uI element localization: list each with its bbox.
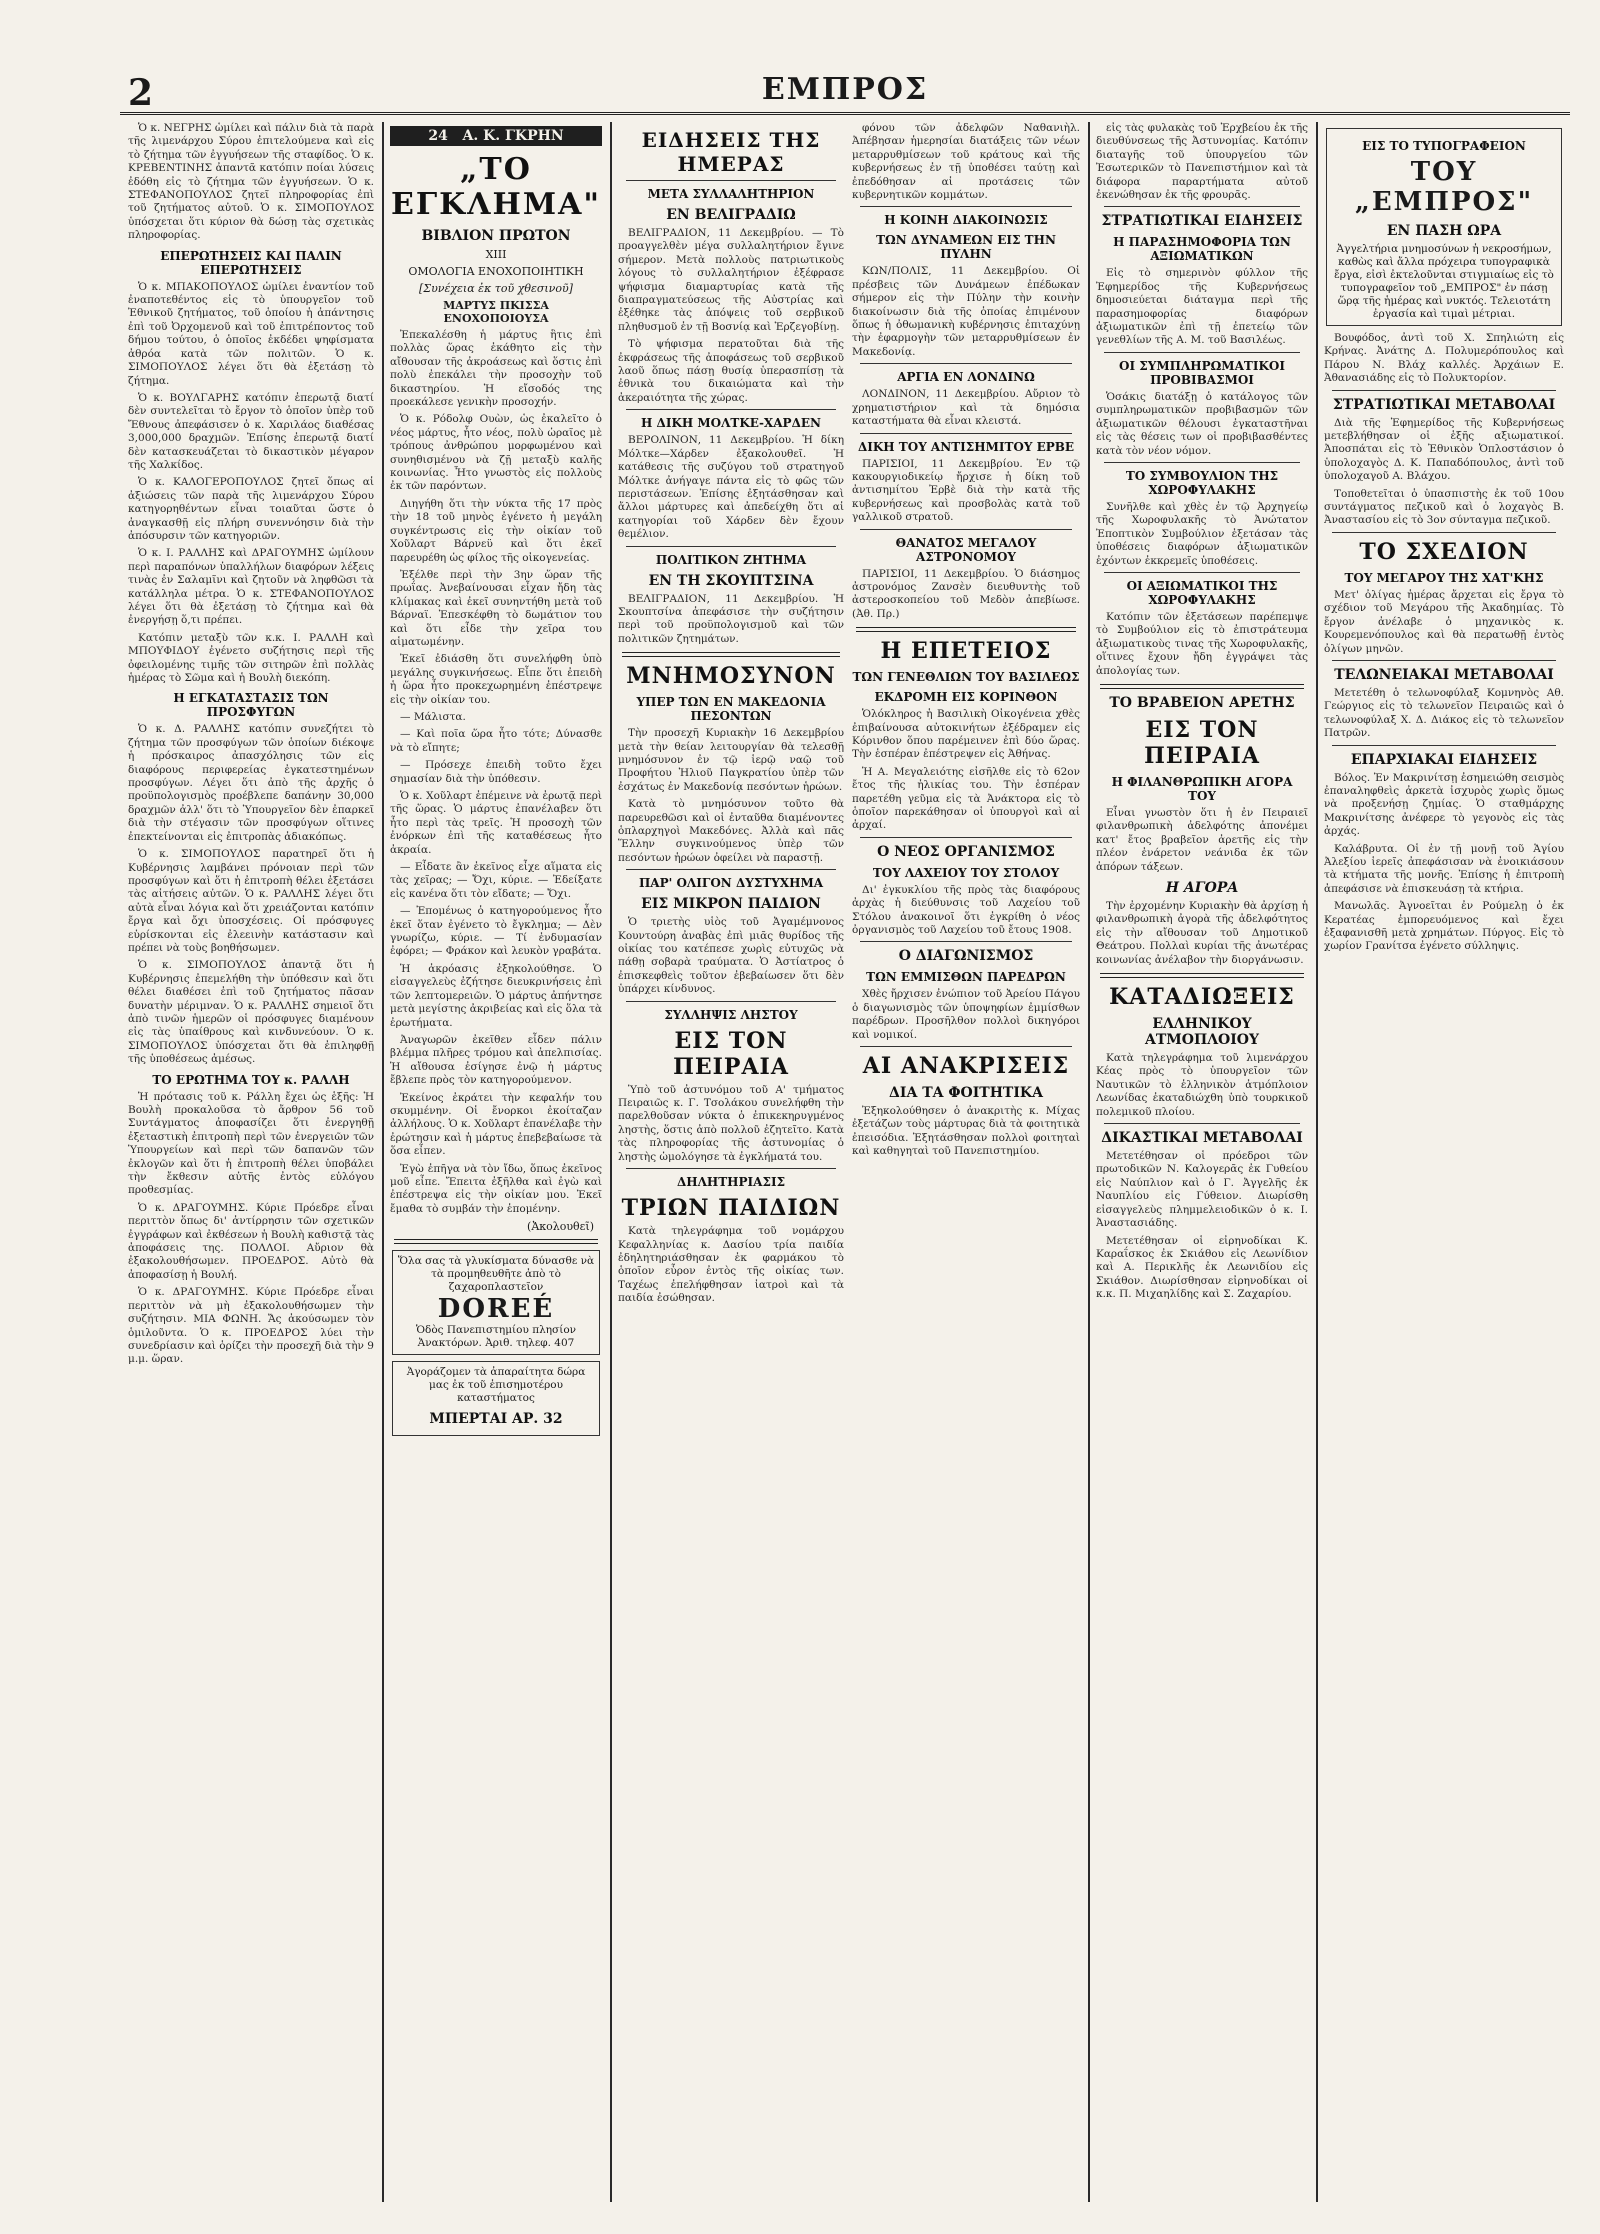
article-text: φόνου τῶν ἀδελφῶν Ναθανιὴλ. Ἀπέβησαν ἡμερησίαι διατάξεις τῶν νέων μεταρρυθμίσεων τοῦ κράτους καὶ τῆς κυβερνήσεως ἐν τῇ ὑποθέσει ταύτῃ καὶ ἐπεδόθησαν αἱ προτάσεις τῶν κυβερνητικῶν κομμάτων. [852,122,1080,202]
section-heading: ΠΟΛΙΤΙΚΟΝ ΖΗΤΗΜΑ [655,552,807,567]
divider [1104,206,1300,207]
section-heading: Η ΕΓΚΑΤΑΣΤΑΣΙΣ ΤΩΝ ΠΡΟΣΦΥΓΩΝ [173,691,329,720]
article-text: Κατόπιν τῶν ἐξετάσεων παρέπεμψε τὸ Συμβούλιον εἰς τὸ ἐπιστράτευμα ἀξιωματικοὺς τινας τῆς Χωροφυλακῆς, οἵτινες ἔχουν ἤδη ἐγγράψει τὰς ἀπολογίας των. [1096,610,1308,677]
article-text: Μετετέθη ὁ τελωνοφύλαξ Κομνηνὸς Αθ. Γεώργιος εἰς τὸ τελωνεῖον Πειραιῶς καὶ ὁ τελωνοφύλαξ Χ. Δ. Διάκος εἰς τὸ τελωνεῖον Πατρῶν. [1324,686,1564,740]
section-heading: ΔΗΛΗΤΗΡΙΑΣΙΣ [676,1175,786,1190]
feuilleton-chapter-title: ΟΜΟΛΟΓΙΑ ΕΝΟΧΟΠΟΙΗΤΙΚΗ [408,265,584,278]
column-news-right [852,122,1080,2202]
section-heading: ΜΝΗΜΟΣΥΝΟΝ [626,663,836,690]
divider [1104,352,1300,353]
column-parliament [128,122,374,2202]
section-heading: ΑΡΓΙΑ ΕΝ ΛΟΝΔΙΝΩ [897,370,1035,385]
article-text: Συνῆλθε καὶ χθὲς ἐν τῷ Ἀρχηγείῳ τῆς Χωροφυλακῆς τὸ Ἀνώτατον Ἐποπτικὸν Συμβούλιον ἐξετάσαν τὰς ὑποθέσεις διαφόρων ἀξιωματικῶν ἐχόντων ἐκκρεμεῖς ὑποθέσεις. [1096,500,1308,567]
section-heading: ΤΟΥ ΜΕΓΑΡΟΥ ΤΗΣ ΧΑΤ'ΚΗΣ [1344,570,1544,585]
column-rule [1316,122,1318,2202]
article-text: Ὁ κ. Ι. ΡΑΛΛΗΣ καὶ ΔΡΑΓΟΥΜΗΣ ὡμίλουν περὶ παραπόνων ὑπαλλήλων διαφόρων λέξεις τινὰς ἐν Σαλαμῖνι καὶ ζητοῦν νὰ ληφθῶσι τὰ κατάλληλα μέτρα. Ὁ κ. ΣΤΕΦΑΝΟΠΟΥΛΟΣ λέγει ὅτι θὰ ἐξετάσῃ τὸ ζήτημα καὶ θὰ ἐνεργήσῃ ὅ,τι πρέπει. [128,547,374,627]
news-headline: ΕΙΔΗΣΕΙΣ ΤΗΣ ΗΜΕΡΑΣ [641,128,821,176]
dialogue-line: — Πρόσεχε ἐπειδὴ τοῦτο ἔχει σημασίαν διὰ τὴν ὑπόθεσιν. [390,759,602,785]
masthead [120,70,1570,115]
ad-text: Ἀγγελτήρια μνημοσύνων ἡ νεκροσήμων, καθὼς καὶ ἄλλα πρόχειρα τυπογραφικὰ ἔργα, εἰσὶ ἐκτελοῦνται στιγμιαίως εἰς τὸ τυπογραφεῖον τοῦ „ΕΜΠΡΟΣ" ἐν πάσῃ ὥρᾳ τῆς ἡμέρας καὶ νυκτός. Τελειοτάτη ἐργασία καὶ τιμαὶ μέτριαι. [1334,243,1554,320]
ad-text: Ὅλα σας τὰ γλυκίσματα δύνασθε νὰ τὰ προμηθευθῆτε ἀπὸ τὸ ζαχαροπλαστεῖον [397,1255,595,1294]
article-text: ΒΕΡΟΛΙΝΟΝ, 11 Δεκεμβρίου. Ἡ δίκη Μόλτκε—Χάρδεν ἐξακολουθεῖ. Ἡ κατάθεσις τῆς συζύγου τοῦ στρατηγοῦ Μόλτκε ἀνήγαγε πάντα εἰς τὸ φῶς τῶν περιστάσεων. Ἐπίσης ἐξητάσθησαν καὶ ἄλλοι μάρτυρες καὶ ἀπεδείχθη ὅτι αἱ κατηγορίαι τοῦ Χάρδεν δὲν ἔχουν θεμέλιον. [618,434,844,541]
divider [1332,390,1556,391]
article-text: Κατὰ τηλεγράφημα τοῦ λιμενάρχου Κέας πρὸς τὸ ὑπουργεῖον τῶν Ναυτικῶν τὸ ἑλληνικὸν ἀτμόπλοιον Λεωνίδας ἐκαταδιώχθη ὑπὸ τουρκικοῦ πολεμικοῦ πλοίου. [1096,1052,1308,1118]
section-heading: ΤΕΛΩΝΕΙΑΚΑΙ ΜΕΤΑΒΟΛΑΙ [1334,666,1554,683]
divider [626,1168,836,1169]
ad-heading: ΕΙΣ ΤΟ ΤΥΠΟΓΡΑΦΕΙΟΝ [1362,139,1526,153]
ad-title: DOREÉ [437,1294,555,1325]
section-heading: ΔΙΚΑΣΤΙΚΑΙ ΜΕΤΑΒΟΛΑΙ [1101,1130,1303,1147]
divider [860,363,1072,364]
article-text: Ἐπεκαλέσθη ἡ μάρτυς ἣτις ἐπὶ πολλὰς ὥρας ἐκάθητο εἰς τὴν αἴθουσαν τῆς ἀκροάσεως καὶ ὅστις ἐπὶ πολὺ ἐπεκάλει τὴν προσοχὴν τοῦ δικαστηρίου. Ἡ εἴσοδός της προεκάλεσε γενικὴν προσοχήν. [390,329,602,409]
article-text: Χθὲς ἤρχισεν ἐνώπιον τοῦ Ἀρείου Πάγου ὁ διαγωνισμὸς τῶν ὑποψηφίων ἐμμίσθων παρέδρων. Προσῆλθον πολλοὶ δικηγόροι καὶ νομικοί. [852,988,1080,1041]
feuilleton-chapter: XIII [485,248,507,261]
section-heading: ΕΙΣ ΤΟΝ ΠΕΙΡΑΙΑ [1144,716,1260,769]
divider [1332,745,1556,746]
section-heading: ΕΠΑΡΧΙΑΚΑΙ ΕΙΔΗΣΕΙΣ [1350,751,1538,768]
divider [860,1046,1072,1047]
section-heading: ΟΙ ΑΞΙΩΜΑΤΙΚΟΙ ΤΗΣ ΧΩΡΟΦΥΛΑΚΗΣ [1126,578,1278,607]
article-text: Τὴν ἐρχομένην Κυριακὴν θὰ ἀρχίσῃ ἡ φιλανθρωπικὴ ἀγορὰ τῆς ἀδελφότητος εἰς τὴν αἴθουσαν τοῦ Δημοτικοῦ Θεάτρου. Πολλαὶ κυρίαι τῆς ἀνωτέρας κοινωνίας ἀνέλαβον τὴν διοργάνωσιν. [1096,900,1308,966]
page-number: 2 [128,72,154,114]
column-military [1096,122,1308,2202]
divider [626,409,836,410]
divider [860,837,1072,838]
section-heading: ΣΤΡΑΤΙΩΤΙΚΑΙ ΕΙΔΗΣΕΙΣ [1101,213,1303,230]
article-text: Ὁ κ. ΜΠΑΚΟΠΟΥΛΟΣ ὡμίλει ἐναντίον τοῦ ἐναποτεθέντος εἰς τὸ ὑπουργεῖον τοῦ Ἐθνικοῦ ζητήματος, τοῦ ὁποίου ἡ ἀπάντησις ἐπὶ τοῦ Ὀρχομενοῦ καὶ τοῦ ἐπιτρέποντος τοῦ δήμου τούτου, ὁ ὁποῖος ἐκδέδει ψηφίσματα ἀθρόα κατὰ τῶν πολιτῶν. Ὁ κ. ΣΙΜΟΠΟΥΛΟΣ λέγει ὅτι θὰ ἐξετάσῃ τὸ ζήτημα. [128,280,374,387]
article-text: Ὁ κ. Ρόδολφ Ουὼν, ὡς ἐκαλεῖτο ὁ νέος μάρτυς, ἦτο νέος, πολὺ ὡραῖος μὲ τρόπους ἀνθρώπου μορφωμένου καὶ συνηθισμένου νὰ ζῇ μεταξὺ καλῆς κοινωνίας. Ἦτο γνωστὸς εἰς πολλοὺς ἐκ τῶν παρόντων. [390,413,602,493]
section-heading: ΑΙ ΑΝΑΚΡΙΣΕΙΣ [862,1053,1070,1080]
section-heading: ΤΩΝ ΕΜΜΙΣΘΩΝ ΠΑΡΕΔΡΩΝ [866,970,1066,985]
ad-address: Ὁδὸς Πανεπιστημίου πλησίον Ἀνακτόρων. Ἀριθ. τηλεφ. 407 [415,1324,577,1350]
column-feuilleton [390,122,602,2202]
section-heading: ΕΙΣ ΜΙΚΡΟΝ ΠΑΙΔΙΟΝ [641,896,821,913]
article-text: Κατόπιν μεταξὺ τῶν κ.κ. Ι. ΡΑΛΛΗ καὶ ΜΠΟΥΦΙΔΟΥ ἐγένετο συζήτησις περὶ τῆς ὀφειλομένης τιμῆς τῶν σιτηρῶν ἐπὶ πολλὰς ἡμέρας τὸ Σῶμα καὶ ἡ Βουλὴ διεκόπη. [128,631,374,685]
column-rule [382,122,384,2202]
article-text: — Εἶδατε ἂν ἐκεῖνος εἶχε αἵματα εἰς τὰς χεῖρας; — Ὄχι, κύριε. — Ἐδείξατε εἰς κανένα ὅτι τὸν εἴδατε; — Ὄχι. [390,861,602,900]
advertisement-gifts [392,1361,600,1436]
article-text: Βόλος. Ἐν Μακρινίτσῃ ἐσημειώθη σεισμὸς ἐπαναληφθεὶς ἀρκετὰ ἰσχυρὸς χωρὶς ὅμως νὰ προξενήσῃ ζημίας. Ὁ σταθμάρχης Μακρινίτσης ἀνέφερε τὸ γεγονὸς εἰς τὰς ἀρχάς. [1324,771,1564,838]
article-text: Ἡ πρότασις τοῦ κ. Ράλλη ἔχει ὡς ἑξῆς: Ἡ Βουλὴ προκαλοῦσα τὸ ἄρθρον 56 τοῦ Συντάγματος ἀποφασίζει ὅτι ἐνεργηθῇ ἐξεταστικὴ ἐπιτροπὴ περὶ τῶν ἐνεργειῶν τῶν Ὑπουργείων καὶ περὶ τῶν δαπανῶν τῶν ἐκλογῶν καὶ ὅτι ἡ ἐπιτροπὴ θέλει ὑποβάλει τὴν ἔκθεσιν αὐτῆς ἐντὸς εὐλόγου προθεσμίας. [128,1090,374,1197]
feuilleton-number: 24 [428,128,448,144]
article-text: ΠΑΡΙΣΙΟΙ, 11 Δεκεμβρίου. Ἐν τῷ κακουργιοδικείῳ ἤρχισε ἡ δίκη τοῦ ἀντισημίτου Ἐρβὲ διὰ τὴν κατὰ τῆς κυβερνήσεως καὶ προσβολὰς κατὰ τοῦ γαλλικοῦ στρατοῦ. [852,457,1080,524]
article-text: Ὁ κ. Δ. ΡΑΛΛΗΣ κατόπιν συνεζήτει τὸ ζήτημα τῶν προσφύγων τῶν ὁποίων διέκοψε ἡ πρόσκαιρος ἀπασχόλησις τῶν εἰς διαφόρους περιφερείας ἐγκατεστημένων προσφύγων. Λέγει ὅτι ἀπὸ τῆς ἀρχῆς ὁ προϋπολογισμὸς προέβλεπε δαπάνην 30,000 δραχμῶν ἀλλ' ὅτι τὸ Ὑπουργεῖον δὲν ἐπαρκεῖ διὰ τὴν στέγασιν τῶν προσφύγων οἵτινες ἐπεκτείνονται εἰς ἐπιτροπὰς ἀδιακόπως. [128,723,374,843]
section-heading: ΥΠΕΡ ΤΩΝ ΕΝ ΜΑΚΕΔΟΝΙΑ ΠΕΣΟΝΤΩΝ [636,695,826,724]
ad-title: ΜΠΕΡΤΑΙ ΑΡ. 32 [429,1411,563,1428]
column-news-left [618,122,844,2202]
divider [1104,462,1300,463]
section-heading: ΜΕΤΑ ΣΥΛΛΑΛΗΤΗΡΙΟΝ [647,187,815,201]
divider [1104,1123,1300,1124]
column-announcements [1324,122,1564,2202]
article-text: Τοποθετεῖται ὁ ὑπασπιστὴς ἐκ τοῦ 10ου συντάγματος πεζικοῦ καὶ ὁ λοχαγὸς Β. Ἀναστασίου εἰς τὸ 3ον σύνταγμα πεζικοῦ. [1324,487,1564,527]
article-text: Εἶναι γνωστὸν ὅτι ἡ ἐν Πειραιεῖ φιλανθρωπικὴ ἀδελφότης ἀπονέμει κατ' ἔτος βραβεῖον ἀρετῆς εἰς τὴν πλέον ἐνάρετον νεάνιδα ἐκ τῶν ἀπόρων τάξεων. [1096,806,1308,873]
article-text: Μανωλᾶς. Ἀγνοεῖται ἐν Ρούμελῃ ὁ ἐκ Κερατέας ἐμπορευόμενος καὶ ἔχει ἐξαφανισθῆ μετὰ χρημάτων. Πύργος. Εἰς τὸ χωρίον Γρανίτσα ἐγένετο σύλληψις. [1324,900,1564,953]
divider [626,546,836,547]
article-text: Βουφόδος, ἀντὶ τοῦ Χ. Σπηλιώτη εἰς Κρήνας. Ἀνάτης Δ. Πολυμερόπουλος καὶ Πάρου Ν. Βλάχ καλλές. Ἀρχάιων Ε. Ἀθανασιάδης εἰς τὸ Πολυκτορίον. [1324,332,1564,385]
feuilleton-continued: [Συνέχεια ἐκ τοῦ χθεσινοῦ] [419,282,573,295]
article-text: εἰς τὰς φυλακὰς τοῦ Ἐρχβείου ἐκ τῆς διευθύνσεως τῆς Ἀστυνομίας. Κατόπιν διαταγῆς τοῦ ὑπουργείου τῶν Ἐσωτερικῶν τὸ Πανεπιστήμιον καὶ τὰ διάφορα παραρτήματα αὐτοῦ ἐκενώθησαν ἐκ τῆς φρουρᾶς. [1096,122,1308,202]
section-heading: ΕΠΕΡΩΤΗΣΕΙΣ ΚΑΙ ΠΑΛΙΝ ΕΠΕΡΩΤΗΣΕΙΣ [160,248,342,277]
article-text: Διηγήθη ὅτι τὴν νύκτα τῆς 17 πρὸς τὴν 18 τοῦ μηνὸς ἐγένετο ἡ μεγάλη συγκέντρωσις εἰς τὴν οἰκίαν τοῦ Χοῦλαρτ Βάρνεϋ καὶ ὅτι ἐκεῖ παρευρέθη ὡς φίλος τῆς οἰκογενείας. [390,497,602,564]
continued-note: (Ἀκολουθεῖ) [527,1220,594,1234]
article-text: Ὁλόκληρος ἡ Βασιλικὴ Οἰκογένεια χθὲς ἐπιβαίνουσα αὐτοκινήτων ἐξέδραμεν εἰς Κόρινθον ὅπου παρέμεινεν ἐπὶ δύο ὥρας. Τὴν ἑσπέραν ἐπέστρεψεν εἰς Ἀθήνας. [852,708,1080,761]
article-text: Ἐκεῖ ἐδιάσθη ὅτι συνελήφθη ὑπὸ μεγάλης συγκινήσεως. Εἶπε ὅτι ἐπειδὴ ἡ ὥρα ἦτο προκεχωρημένη ἐπέστρεψε εἰς τὴν οἰκίαν του. [390,653,602,706]
section-heading: ΤΡΙΩΝ ΠΑΙΔΙΩΝ [621,1195,841,1222]
article-text: Ὁ κ. ΣΙΜΟΠΟΥΛΟΣ παρατηρεῖ ὅτι ἡ Κυβέρνησις λαμβάνει πρόνοιαν περὶ τῶν προσφύγων καὶ ὅτι ἡ ἐπιτροπὴ θέλει ἐξετάσει τὰς αἰτήσεις αὐτῶν. Ὁ κ. ΡΑΛΛΗΣ λέγει ὅτι αὐτὰ εἶναι λόγια καὶ ὅτι χρειάζονται κατόπιν ἔργα καὶ ὄχι ὑποσχέσεις. Οἱ πρόσφυγες εὑρίσκονται εἰς ἐλεεινὴν κατάστασιν καὶ πρέπει νὰ τοὺς βοηθήσωμεν. [128,848,374,954]
advertisement-printing-office [1326,128,1562,326]
section-heading: Η ΑΓΟΡΑ [1165,880,1239,896]
section-heading: ΤΟ ΣΥΜΒΟΥΛΙΟΝ ΤΗΣ ΧΩΡΟΦΥΛΑΚΗΣ [1125,468,1279,497]
section-heading: ΘΑΝΑΤΟΣ ΜΕΓΑΛΟΥ ΑΣΤΡΟΝΟΜΟΥ [895,535,1037,564]
article-text: Διὰ τῆς Ἐφημερίδος τῆς Κυβερνήσεως μετεβλήθησαν οἱ ἑξῆς αξιωματικοί. Ἀποσπάται εἰς τὸ Ἐθνικὸν Ὁπλοστάσιον ὁ ὑπολοχαγὸς Δ. Κ. Παπαδόπουλος, ἀντὶ τοῦ ὑπολοχαγοῦ Α. Βλάχου. [1324,416,1564,483]
article-text: Ἐξηκολούθησεν ὁ ἀνακριτὴς κ. Μίχας ἐξετάζων τοὺς μάρτυρας διὰ τὰ φοιτητικὰ ἐπεισόδια. Ἐξητάσθησαν πολλοὶ φοιτηταὶ καὶ καθηγηταὶ τοῦ Πανεπιστημίου. [852,1105,1080,1158]
article-text: — Ἐπομένως ὁ κατηγορούμενος ἦτο ἐκεῖ ὅταν ἐγένετο τὸ ἔγκλημα; — Δὲν γνωρίζω, κύριε. — Τί ἐνδυμασίαν ἐφόρει; — Φράκον καὶ λευκὸν γραβάτα. [390,905,602,958]
article-text: ΛΟΝΔΙΝΟΝ, 11 Δεκεμβρίου. Αὔριον τὸ χρηματιστήριον καὶ τὰ δημόσια καταστήματα θὰ εἶναι κλειστά. [852,388,1080,428]
ad-heading: ΕΝ ΠΑΣΗ ΩΡΑ [1386,223,1502,239]
article-text: Ἐξέλθε περὶ τὴν 3ην ὥραν τῆς πρωΐας. Ἀνεβαίνουσαι εἶχαν ἤδη τὰς κλίμακας καὶ ἐκεῖ συνηντήθη μετὰ τοῦ Βάρναϊ. Ἐπεσκέφθη τὸ δωμάτιον του καὶ ὅτι εἶδε τὴν χεῖρα του αἱματωμένην. [390,568,602,648]
article-text: Μετετέθησαν οἱ εἰρηνοδίκαι Κ. Καραΐσκος ἐκ Σκιάθου εἰς Λεωνίδιον καὶ Α. Περικλῆς ἐκ Λεωνιδίου εἰς Σκιάθον. Διωρίσθησαν εἰρηνοδίκαι οἱ κ.κ. Π. Μιχαηλίδης καὶ Σ. Ζαχαρίου. [1096,1234,1308,1301]
section-heading: Η ΠΑΡΑΣΗΜΟΦΟΡΙΑ ΤΩΝ ΑΞΙΩΜΑΤΙΚΩΝ [1113,235,1291,264]
feuilleton-title: „ΤΟ ΕΓΚΛΗΜΑ" [391,152,601,222]
article-text: Τὴν προσεχῆ Κυριακὴν 16 Δεκεμβρίου μετὰ τὴν θείαν λειτουργίαν θὰ τελεσθῇ μνημόσυνον ἐν τῷ ἱερῷ ναῷ τοῦ Προφήτου Ἠλιοῦ Παγκρατίου ὑπὲρ τῶν ἐσχάτως ἐν Μακεδονίᾳ πεσόντων ἡρώων. [618,727,844,793]
section-heading: ΕΝ ΒΕΛΙΓΡΑΔΙΩ [666,207,796,223]
dialogue-line: — Μάλιστα. [400,710,466,723]
article-text: Τὸ ψήφισμα περατοῦται διὰ τῆς ἐκφράσεως τῆς ἀποφάσεως τοῦ σερβικοῦ λαοῦ ὅπως πάσῃ θυσίᾳ ὑπερασπίσῃ τὰ ἐθνικὰ του δικαιώματα καὶ τὴν ἀκεραιότητα τῆς χώρας. [618,338,844,404]
article-text: ΠΑΡΙΣΙΟΙ, 11 Δεκεμβρίου. Ὁ διάσημος ἀστρονόμος Ζανσὲν διευθυντὴς τοῦ ἀστεροσκοπείου τοῦ Μεδὸν ἀπεβίωσε. (Ἀθ. Πρ.) [852,567,1080,620]
divider [1100,973,1304,978]
article-text: Ὑπὸ τοῦ ἀστυνόμου τοῦ Α' τμήματος Πειραιῶς κ. Γ. Τσολάκου συνελήφθη τὴν παρελθοῦσαν νύκτα ὁ ἐπικεκηρυγμένος ληστὴς, ὅστις ἀπὸ πολλοῦ ἐζητεῖτο. Κατὰ τὰς πληροφορίας τῆς ἀστυνομίας ὁ ληστὴς ὡμολόγησε τὰ ἐγκλήματά του. [618,1083,844,1163]
section-heading: ΠΑΡ' ΟΛΙΓΟΝ ΔΥΣΤΥΧΗΜΑ [638,876,824,891]
advertisement-doree [392,1250,600,1355]
article-text: Ὁ κ. ΒΟΥΛΓΑΡΗΣ κατόπιν ἐπερωτᾷ διατί δὲν συντελεῖται τὸ ἔργον τὸ ὁποῖον ὑπὲρ τοῦ Ἔθνους ἀπεφάσισεν ὁ κ. Χαριλάος διαθέσας 3,000,000 δραχμῶν. Ἐπίσης ἐπερωτᾷ διατί δὲν κατασκευάζεται τὸ δικαστικὸν μέγαρον τῆς Χαλκίδος. [128,391,374,471]
article-text: ΚΩΝ/ΠΟΛΙΣ, 11 Δεκεμβρίου. Οἱ πρέσβεις τῶν Δυνάμεων ἐπέδωκαν σήμερον εἰς τὴν Πύλην τὴν κοινὴν διακοίνωσιν διὰ τῆς ὁποίας ἐπιμένουν ὅπως ἡ ὀθωμανικὴ κυβέρνησις ἐπιταχύνῃ τὴν ἐφαρμογὴν τῶν μεταρρυθμίσεων ἐν Μακεδονίᾳ. [852,265,1080,358]
section-heading: ΤΩΝ ΓΕΝΕΘΛΙΩΝ ΤΟΥ ΒΑΣΙΛΕΩΣ [852,670,1080,685]
divider [1104,572,1300,573]
article-text: Μετετέθησαν οἱ πρόεδροι τῶν πρωτοδικῶν Ν. Καλογερᾶς ἐκ Γυθείου εἰς Ναύπλιον καὶ ὁ Γ. Ἀγγελῆς ἐκ Ναυπλίου εἰς Γύθειον. Διωρίσθη εἰσαγγελεὺς πλημμελειοδικῶν ὁ κ. Ι. Ἀναστασιάδης. [1096,1150,1308,1230]
divider [1332,532,1556,533]
article-text: Κατὰ τηλεγράφημα τοῦ νομάρχου Κεφαλληνίας κ. Δασίου τρία παιδία ἐδηλητηριάσθησαν ἐκ φαρμάκου τὸ ὁποῖον εὗρον ἐντὸς τῆς οἰκίας των. Ταχέως ἐπελήφθησαν ἰατροὶ καὶ τὰ παιδία ἐσώθησαν. [618,1225,844,1305]
divider [394,1239,598,1244]
column-rule [610,122,612,2202]
divider [860,941,1072,942]
divider [622,652,840,657]
article-text: Ὁ τριετὴς υἱὸς τοῦ Ἀγαμέμνονος Κουντούρη ἀναβὰς ἐπὶ μιᾶς θυρίδος τῆς οἰκίας του κατέπεσε χωρὶς εὐτυχῶς νὰ πάθῃ σοβαρὰ τραύματα. Ὁ Ἀστίατρος ὁ ἐπισκεφθεὶς τοῦτον ἐβεβαίωσεν ὅτι δὲν ὑπάρχει κίνδυνος. [618,916,844,996]
article-text: Ὁ κ. ΔΡΑΓΟΥΜΗΣ. Κύριε Πρόεδρε εἶναι περιττὸν ὅπως δι' ἀντίρρησιν τῶν σχετικῶν ἐγγράφων καὶ ἐκθέσεων ἡ Βουλὴ καθιστᾷ τὰς ἀποφάσεις της. ΠΟΛΛΟΙ. Αὔριον θὰ ἐξακολουθήσωμεν. ΠΡΟΕΔΡΟΣ. Αὐτὸ θὰ ἀποφασίσῃ ἡ Βουλή. [128,1201,374,1281]
section-heading: Η ΚΟΙΝΗ ΔΙΑΚΟΙΝΩΣΙΣ [884,213,1048,228]
divider [1100,684,1304,689]
divider [626,1001,836,1002]
divider [1332,660,1556,661]
section-heading: ΤΟ ΕΡΩΤΗΜΑ ΤΟΥ κ. ΡΑΛΛΗ [152,1072,350,1087]
article-text: Ὁ κ. ΣΙΜΟΠΟΥΛΟΣ ἀπαντᾷ ὅτι ἡ Κυβέρνησις ἐπεμελήθη τὴν ὑπόθεσιν καὶ ὅτι θέλει διαθέσει ἐπὶ τοῦ ζητήματος πᾶσαν δυνατὴν μέριμναν. Ὁ κ. ΡΑΛΛΗΣ σημειοῖ ὅτι ἀπὸ τινῶν ἡμερῶν οἱ πρόσφυγες διαμένουν εἰς τὰς ὑπαίθρους καὶ κινδυνεύουν. Ὁ κ. ΣΙΜΟΠΟΥΛΟΣ ὑπόσχεται ὅτι θὰ ἐπιληφθῇ τῆς ὑποθέσεως ἀμέσως. [128,959,374,1066]
section-heading: ΤΩΝ ΔΥΝΑΜΕΩΝ ΕΙΣ ΤΗΝ ΠΥΛΗΝ [876,233,1056,262]
article-text: Μετ' ὀλίγας ἡμέρας ἄρχεται εἰς ἔργα τὸ σχέδιον τοῦ Μεγάρου τῆς Ἀκαδημίας. Τὸ ἔργον ἀνέλαβε ὁ μηχανικὸς κ. Κουρεμενόπουλος καὶ θὰ περατωθῇ ἐντὸς ὀλίγων μηνῶν. [1324,588,1564,655]
section-heading: ΔΙΚΗ ΤΟΥ ΑΝΤΙΣΗΜΙΤΟΥ ΕΡΒΕ [857,439,1075,454]
section-heading: ΣΤΡΑΤΙΩΤΙΚΑΙ ΜΕΤΑΒΟΛΑΙ [1332,396,1556,413]
article-text: Ὁ κ. ΔΡΑΓΟΥΜΗΣ. Κύριε Πρόεδρε εἶναι περιττὸν νὰ μὴ ἐξακολουθήσωμεν τὴν συζήτησιν. ΜΙΑ ΦΩΝΗ. Ἄς ἀκούσωμεν τὸν ὁμιλοῦντα. Ὁ κ. ΠΡΟΕΔΡΟΣ λύει τὴν συνεδρίασιν καὶ ὁρίζει τὴν προσεχῆ διὰ τὴν 9 μ.μ. ὥραν. [128,1286,374,1366]
section-heading: Η ΦΙΛΑΝΘΡΩΠΙΚΗ ΑΓΟΡΑ ΤΟΥ [1111,774,1293,803]
section-heading: Ο ΝΕΟΣ ΟΡΓΑΝΙΣΜΟΣ [877,843,1055,860]
divider [626,180,836,181]
article-text: Ἡ ἀκρόασις ἐξηκολούθησε. Ὁ εἰσαγγελεὺς ἐζήτησε διευκρινήσεις ἐπὶ τῶν λεπτομερειῶν. Ὁ μάρτυς ἀπήντησε μετὰ μεγίστης ἀκριβείας καὶ εἰς ὅλα τὰ ἐρωτήματα. [390,962,602,1029]
section-heading: ΤΟ ΣΧΕΔΙΟΝ [1359,538,1529,565]
article-text: Κατὰ τὸ μνημόσυνον τοῦτο θὰ παρευρεθῶσι καὶ οἱ ἐνταῦθα διαμένοντες ὁπλαρχηγοὶ Μακεδόνες. Ἀλλὰ καὶ πᾶς Ἕλλην συγκινούμενος ὑπὲρ τῶν πεσόντων ἡρώων ὀφείλει νὰ παραστῇ. [618,798,844,864]
section-heading: ΕΛΛΗΝΙΚΟΥ ΑΤΜΟΠΛΟΙΟΥ [1145,1016,1259,1049]
section-heading: ΕΝ ΤΗ ΣΚΟΥΠΤΣΙΝΑ [648,572,814,589]
article-text: Ὁσάκις διατάξῃ ὁ κατάλογος τῶν συμπληρωματικῶν προβιβασμῶν τῶν ἀξιωματικῶν θέλουσι ἐγκαταστῆναι εἰς τὰς θέσεις των οἱ προβιβασθέντες κατὰ τὸν νέον νόμον. [1096,390,1308,457]
article-text: Δι' ἐγκυκλίου τῆς πρὸς τὰς διαφόρους ἀρχὰς ἡ διεύθυνσις τοῦ Λαχείου τοῦ Στόλου ἀνακοινοῖ ὅτι ἐγκρίθη ὁ νέος ὀργανισμὸς τοῦ Λαχείου τοῦ ἔτους 1908. [852,883,1080,937]
ad-title: ΤΟΥ „ΕΜΠΡΟΣ" [1354,157,1534,217]
article-text: ΒΕΛΙΓΡΑΔΙΟΝ, 11 Δεκεμβρίου. — Τὸ προαγγελθὲν μέγα συλλαλητήριον ἔγινε σήμερον. Μετὰ πολλοὺς πατριωτικοὺς λόγους τὸ συλλαλητήριον ἐξέφρασε ψήφισμα διαμαρτυρίας κατὰ τῆς διαπραγματεύσεως τῆς Αὐστρίας καὶ ἐξέθηκε τὰς ἀπόψεις τοῦ σερβικοῦ πληθυσμοῦ ἐν τῇ Βοσνίᾳ καὶ Ἑρζεγοβίνῃ. [618,227,844,333]
section-heading: ΚΑΤΑΔΙΩΞΕΙΣ [1109,984,1295,1011]
article-text: Ὁ κ. Χοῦλαρτ ἐπέμεινε νὰ ἐρωτᾷ περὶ τῆς ὥρας. Ὁ μάρτυς ἐπανέλαβεν ὅτι ἦτο περὶ τὰς τρεῖς. Ἡ προσοχὴ τῶν ἐνόρκων ἐπὶ τῆς καταθέσεως ἦτο ἀκραία. [390,790,602,856]
section-heading: Ο ΔΙΑΓΩΝΙΣΜΟΣ [898,948,1034,965]
article-text: Ἀναγωρῶν ἐκεῖθεν εἶδεν πάλιν βλέμμα πλῆρες τρόμου καὶ ἀπελπισίας. Ἡ αἴθουσα ἐσίγησε ἐνῷ ἡ μάρτυς ἔβλεπε πρὸς τὸν κατηγορούμενον. [390,1033,602,1087]
dialogue-line: — Καὶ ποῖα ὥρα ἦτο τότε; Δύνασθε νὰ τὸ εἴπητε; [390,728,602,754]
section-heading: ΕΚΔΡΟΜΗ ΕΙΣ ΚΟΡΙΝΘΟΝ [874,690,1058,705]
divider [860,433,1072,434]
article-text: ΒΕΛΙΓΡΑΔΙΟΝ, 11 Δεκεμβρίου. Ἡ Σκουπτσίνα ἀπεφάσισε τὴν συζήτησιν περὶ τοῦ προϋπολογισμοῦ καὶ τῶν πολιτικῶν ζητημάτων. [618,592,844,645]
feuilleton-subhead: ΜΑΡΤΥΣ ΠΚΙΣΣΑ ΕΝΟΧΟΠΟΙΟΥΣΑ [443,299,549,325]
article-text: Ἐκείνος ἐκράτει τὴν κεφαλήν του σκυμμένην. Οἱ ἔνορκοι ἐκοίταζαν ἀλλήλους. Ὁ κ. Χοῦλαρτ ἐπανέλαβε τὴν ἐρώτησιν καὶ ἡ μάρτυς ἐπεβεβαίωσε τὰ ὅσα εἶπεν. [390,1091,602,1158]
feuilleton-author: Α. Κ. ΓΚΡΗΝ [462,128,564,144]
divider [860,206,1072,207]
section-heading: ΤΟ ΒΡΑΒΕΙΟΝ ΑΡΕΤΗΣ [1109,694,1295,711]
article-text: Καλάβρυτα. Οἱ ἐν τῇ μονῇ τοῦ Ἁγίου Ἀλεξίου ἱερεῖς ἀπεφάσισαν νὰ ἐνοικιάσουν τὰ κτήματα τῆς μονῆς. Ἐπίσης ἡ ἐπιτροπὴ ἀπεφάσισε νὰ ἐπισκευάσῃ τὰ κτήρια. [1324,842,1564,895]
ad-text: Ἀγοράζομεν τὰ ἀπαραίτητα δώρα μας ἐκ τοῦ ἐπισημοτέρου καταστήματος [406,1366,586,1405]
section-heading: ΤΟΥ ΛΑΧΕΙΟΥ ΤΟΥ ΣΤΟΛΟΥ [872,865,1060,880]
article-text: Ἐγὼ ἐπῆγα νὰ τὸν ἴδω, ὅπως ἐκεῖνος μοῦ εἶπε. Ἔπειτα ἐξῆλθα καὶ ἐγὼ καὶ ἐπέστρεψα εἰς τὴν οἰκίαν μου. Ἐκεῖ ἔμαθα τὸ συμβάν τὴν ἑπομένην. [390,1162,602,1215]
section-heading: ΔΙΑ ΤΑ ΦΟΙΤΗΤΙΚΑ [889,1085,1043,1102]
article-text: Ἡ Α. Μεγαλειότης εἰσῆλθε εἰς τὸ 62ον ἔτος τῆς ἡλικίας του. Τὴν ἑσπέραν παρετέθη γεῦμα εἰς τὰ Ἀνάκτορα εἰς τὸ ὁποῖον παρεκάθησαν οἱ ὑπουργοὶ καὶ αἱ ἀρχαί. [852,765,1080,832]
section-heading: ΣΥΛΛΗΨΙΣ ΛΗΣΤΟΥ [664,1007,798,1022]
article-text: Ὁ κ. ΚΑΛΟΓΕΡΟΠΟΥΛΟΣ ζητεῖ ὅπως αἱ ἀξιώσεις τῶν παρὰ τῆς λιμενάρχου Σύρου κατηγορηθέντων εἶναι τοιαῦται ὥστε ὁ ἀναγκασθῇ εἰς πλήρη συνεννόησιν διὰ τὴν ἀπόσυρσιν τῶν κατηγοριῶν. [128,476,374,542]
section-heading: Η ΕΠΕΤΕΙΟΣ [880,638,1052,665]
divider [626,869,836,870]
article-text: Ὁ κ. ΝΕΓΡΗΣ ὡμίλει καὶ πάλιν διὰ τὰ παρὰ τῆς λιμενάρχου Σύρου ἐπιτελούμενα καὶ εἰς τὸ ζήτημα τῶν ἐγγυήσεων τῆς σταφίδος. Ὁ κ. ΚΡΕΒΕΝΤΙΝΗΣ ἀπαντᾶ κατόπιν ποίαι λύσεις ἐδόθη εἰς τὸ ζήτημα τῶν ἐγγυήσεων. Ὁ κ. ΣΤΕΦΑΝΟΠΟΥΛΟΣ ζητεῖ πληροφορίας ἐπὶ τοῦ ζητήματος αὐτοῦ. Ὁ κ. ΣΙΜΟΠΟΥΛΟΣ ὑπόσχεται ὅτι κύριον θὰ δώσῃ τὰς σχετικὰς πληροφορίας. [128,122,374,242]
feuilleton-book: ΒΙΒΛΙΟΝ ΠΡΩΤΟΝ [421,228,571,244]
article-text: Εἰς τὸ σημερινὸν φύλλον τῆς Ἐφημερίδος τῆς Κυβερνήσεως δημοσιεύεται διάταγμα περὶ τῆς παρασημοφορίας διαφόρων ἀξιωματικῶν ἐπὶ τῇ ἐπετείῳ τῶν γενεθλίων τῆς Α. Μ. τοῦ Βασιλέως. [1096,267,1308,347]
divider [856,627,1076,632]
feuilleton-header [390,126,602,146]
newspaper-name: ΕΜΠΡΟΣ [761,72,929,107]
section-heading: ΕΙΣ ΤΟΝ ΠΕΙΡΑΙΑ [673,1027,789,1080]
section-heading: ΟΙ ΣΥΜΠΛΗΡΩΜΑΤΙΚΟΙ ΠΡΟΒΙΒΑΣΜΟΙ [1119,358,1285,387]
divider [860,529,1072,530]
section-heading: Η ΔΙΚΗ ΜΟΛΤΚΕ-ΧΑΡΔΕΝ [641,416,821,431]
column-rule [1088,122,1090,2202]
